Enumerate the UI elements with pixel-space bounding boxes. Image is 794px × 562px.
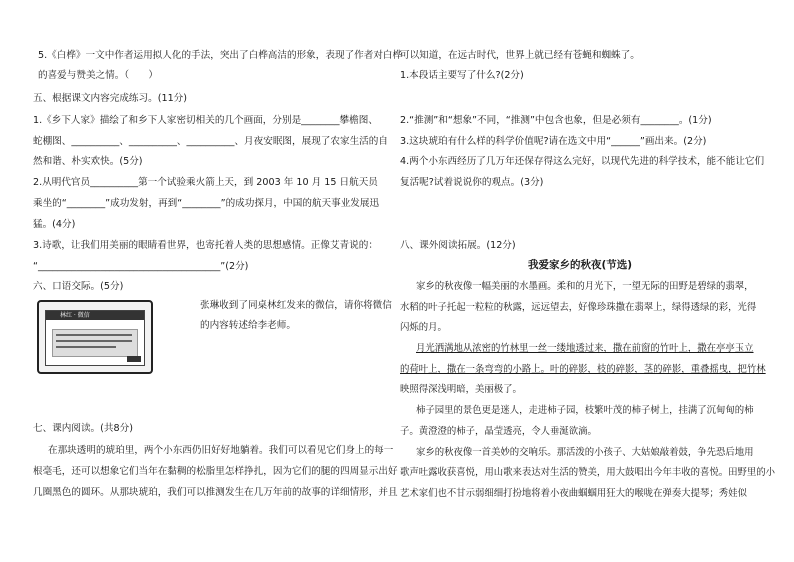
section-7-q4-line-2: 复活呢?试着说说你的观点。(3分): [400, 177, 544, 188]
story-title: 我爱家乡的秋夜(节选): [528, 259, 633, 271]
reading-continuation: 可以知道，在远古时代，世界上就已经有苍蝇和蜘蛛了。: [400, 50, 640, 61]
section-5-q2-line-3: 猛。(4分): [33, 219, 76, 230]
message-text-line: [56, 346, 116, 348]
story-p1-line-1: 家乡的秋夜像一幅美丽的水墨画。柔和的月光下，一望无际的田野是碧绿的翡翠，: [416, 281, 754, 292]
story-p2-line-3: 映照得深浅明暗，美丽极了。: [400, 384, 522, 395]
story-p2-line-1: 月光洒满地从浓密的竹林里一丝一缕地透过来，撒在前窗的竹叶上，撒在亭亭玉立: [416, 343, 754, 354]
story-p4-line-3: 艺术家们也不甘示弱细细打扮地将着小夜曲蝈蝈用狂大的喉咙在弹奏大提琴；秀娃似: [400, 488, 747, 499]
reading-line-1: 在那块透明的琥珀里，两个小东西仍旧好好地躺着。我们可以看见它们身上的每一: [48, 445, 394, 456]
oral-prompt-line-1: 张琳收到了同桌林红发来的微信，请你将微信: [200, 300, 392, 311]
reading-line-2: 根毫毛，还可以想象它们当年在黏稠的松脂里怎样挣扎，因为它们的腿的四周显示出好: [33, 466, 398, 477]
section-5-heading: 五、根据课文内容完成练习。(11分): [33, 93, 188, 104]
section-7-q1: 1.本段话主要写了什么?(2分): [400, 70, 524, 81]
phone-title-bar: [46, 311, 144, 320]
section-7-q3: 3.这块琥珀有什么样的科学价值呢?请在选文中用“______”画出来。(2分): [400, 136, 707, 147]
message-text-line: [56, 340, 132, 342]
story-p4-line-2: 歌声吐露收获喜悦，用山歌来表达对生活的赞美，用大鼓唱出今年丰收的喜悦。田野里的小: [400, 467, 776, 478]
reading-line-3: 几圈黑色的圆环。从那块琥珀，我们可以推测发生在几万年前的故事的详细情形，并且: [33, 487, 398, 498]
section-5-q3-line-1: 3.诗歌，让我们用美丽的眼睛看世界，也寄托着人类的思想感情。正像艾青说的：: [33, 240, 378, 251]
question-5-line-2: 的喜爱与赞美之情。（ ）: [38, 70, 158, 81]
story-p4-line-1: 家乡的秋夜像一首美妙的交响乐。那活泼的小孩子、大姑娘敲着鼓，争先恐后地用: [416, 447, 754, 458]
send-button-icon: [127, 356, 141, 362]
oral-prompt-line-2: 的内容转述给李老师。: [200, 320, 296, 331]
story-p1-line-2: 水稻的叶子托起一粒粒的秋露，远远望去，好像珍珠撒在翡翠上，绿得透绿的彩，光得: [400, 302, 757, 313]
section-5-q1-line-3: 然和谐、朴实欢快。(5分): [33, 156, 143, 167]
phone-screen: [45, 310, 145, 366]
section-7-q2: 2.“推测”和“想象”不同，“推测”中包含也象，但是必须有________。(1分): [400, 115, 712, 126]
story-p3-line-1: 柿子园里的景色更是迷人，走进柿子园，枝繁叶茂的柿子树上，挂满了沉甸甸的柿: [416, 405, 754, 416]
story-p1-line-3: 闪烁的月。: [400, 322, 447, 333]
message-text-line: [56, 334, 132, 336]
section-5-q1-line-1: 1.《乡下人家》描绘了和乡下人家密切相关的几个画面，分别是________攀檐图、: [33, 115, 378, 126]
wechat-message-bubble: [52, 329, 138, 357]
story-p2-line-2: 的荷叶上，撒在一条弯弯的小路上。叶的碎影，枝的碎影，茎的碎影，重叠摇曳，把竹林: [400, 364, 766, 375]
section-5-q2-line-1: 2.从明代官员__________第一个试验乘火箭上天，到 2003 年 10 月 15 日航天员: [33, 177, 378, 188]
phone-title: 林红 · 微信: [60, 312, 90, 319]
section-8-heading: 八、课外阅读拓展。(12分): [400, 240, 516, 251]
story-p3-line-2: 子。黄澄澄的柿子，晶莹透亮，令人垂涎欲滴。: [400, 426, 597, 437]
wechat-phone-image: [37, 300, 153, 374]
section-5-q1-line-2: 蛇棚图、__________、__________、__________、月夜安眠图，展现了农家生活的自: [33, 136, 388, 147]
section-6-heading: 六、口语交际。(5分): [33, 281, 124, 292]
section-5-q2-line-2: 乘坐的“________”成功发射，再到“________”的成功探月，中国的航天事业发展迅: [33, 198, 380, 209]
question-5-line-1: 5.《白桦》一文中作者运用拟人化的手法，突出了白桦高洁的形象，表现了作者对白桦: [38, 50, 403, 61]
section-7-heading: 七、课内阅读。(共8分): [33, 423, 133, 434]
section-7-q4-line-1: 4.两个小东西经历了几万年还保存得这么完好，以现代先进的科学技术，能不能让它们: [400, 156, 765, 167]
section-5-q3-line-2: “______________________________________”(2分): [33, 261, 249, 272]
